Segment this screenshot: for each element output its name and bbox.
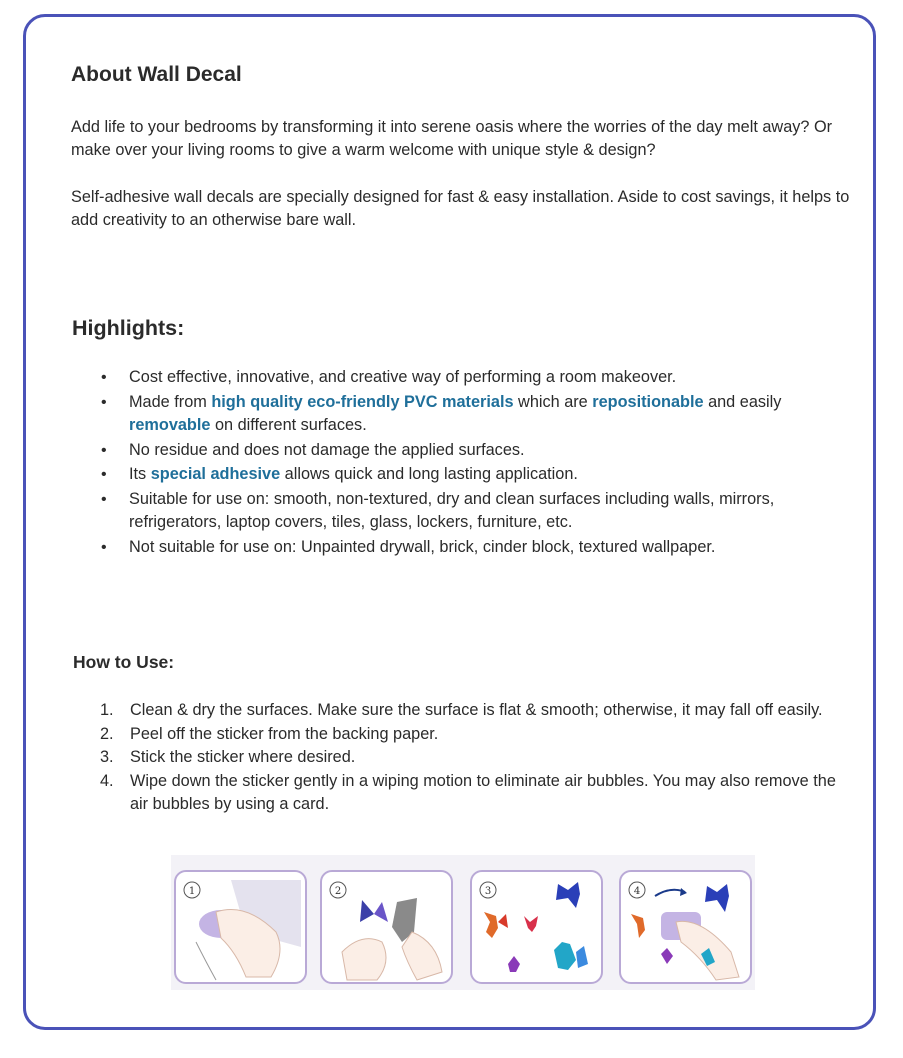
step-text: Wipe down the sticker gently in a wiping motion to eliminate air bubbles. You may also remove the air bubbles by using a card.	[130, 771, 836, 813]
list-item	[71, 488, 851, 535]
how-to-use-title: How to Use:	[73, 652, 175, 672]
list-item-text: Suitable for use on: smooth, non-textured, dry and clean surfaces including walls, mirrors, refrigerators, laptop covers, tiles, glass, lockers, furniture, etc.	[129, 489, 775, 531]
emphasis-text: repositionable	[592, 392, 704, 411]
panel-number: 2	[334, 886, 342, 897]
bullet-icon: •	[101, 393, 107, 411]
step-number: 1.	[100, 701, 114, 719]
list-item-text: Its	[129, 465, 151, 483]
panel-number: 3	[484, 886, 492, 897]
step-4-panel	[619, 870, 752, 984]
panel-number: 1	[188, 886, 196, 897]
bullet-icon: •	[101, 490, 107, 508]
step-1-panel	[174, 870, 307, 984]
bullet-icon: •	[101, 538, 107, 556]
bullet-icon: •	[101, 441, 107, 459]
bullet-icon: •	[101, 369, 107, 386]
list-item-text: allows quick and long lasting application.	[280, 465, 578, 483]
step-number: 2.	[100, 724, 114, 743]
list-item	[71, 746, 851, 770]
about-title: About Wall Decal	[71, 63, 242, 86]
list-item	[71, 463, 851, 487]
list-item	[71, 366, 851, 390]
step-number: 3.	[100, 748, 114, 766]
wiping-illustration	[621, 872, 752, 984]
step-2-panel	[320, 870, 453, 984]
list-item-text: on different surfaces.	[210, 416, 367, 434]
about-paragraph-2: Self-adhesive wall decals are specially designed for fast & easy installation. Aside to cost savings, it helps to add creativity to an otherwise bare wall.	[71, 188, 850, 229]
list-item-text: and easily	[703, 392, 782, 411]
list-item	[71, 536, 851, 560]
list-item-text: No residue and does not damage the applied surfaces.	[129, 440, 525, 459]
list-item-text: Cost effective, innovative, and creative way of performing a room makeover.	[129, 368, 677, 386]
emphasis-text: special adhesive	[150, 465, 281, 483]
list-item	[71, 391, 851, 438]
list-item	[71, 770, 851, 817]
panel-number: 4	[633, 886, 641, 897]
list-item-text: Not suitable for use on: Unpainted drywall, brick, cinder block, textured wallpaper.	[129, 537, 716, 556]
cleaning-illustration	[176, 872, 307, 984]
list-item-text: Made from	[129, 392, 212, 411]
step-text: Stick the sticker where desired.	[130, 748, 356, 766]
about-paragraph-1: Add life to your bedrooms by transforming it into serene oasis where the worries of the day melt away? Or make over your living rooms to give a warm welcome with unique style & design?	[71, 118, 833, 159]
step-text: Clean & dry the surfaces. Make sure the surface is flat & smooth; otherwise, it may fall off easily.	[130, 701, 823, 719]
emphasis-text: removable	[129, 416, 211, 434]
steps-list	[71, 699, 851, 817]
highlights-list	[71, 366, 851, 560]
peeling-illustration	[322, 872, 453, 984]
step-number: 4.	[100, 771, 114, 790]
highlights-title: Highlights:	[72, 316, 185, 340]
list-item	[71, 699, 851, 723]
list-item-text: which are	[513, 392, 593, 411]
emphasis-text: high quality eco-friendly PVC materials	[211, 392, 514, 411]
step-3-panel	[470, 870, 603, 984]
content-frame	[23, 14, 876, 1030]
butterflies-illustration	[472, 872, 603, 984]
list-item	[71, 439, 851, 463]
instruction-illustration	[171, 855, 755, 990]
step-text: Peel off the sticker from the backing paper.	[130, 724, 439, 743]
bullet-icon: •	[101, 466, 107, 483]
list-item	[71, 723, 851, 747]
